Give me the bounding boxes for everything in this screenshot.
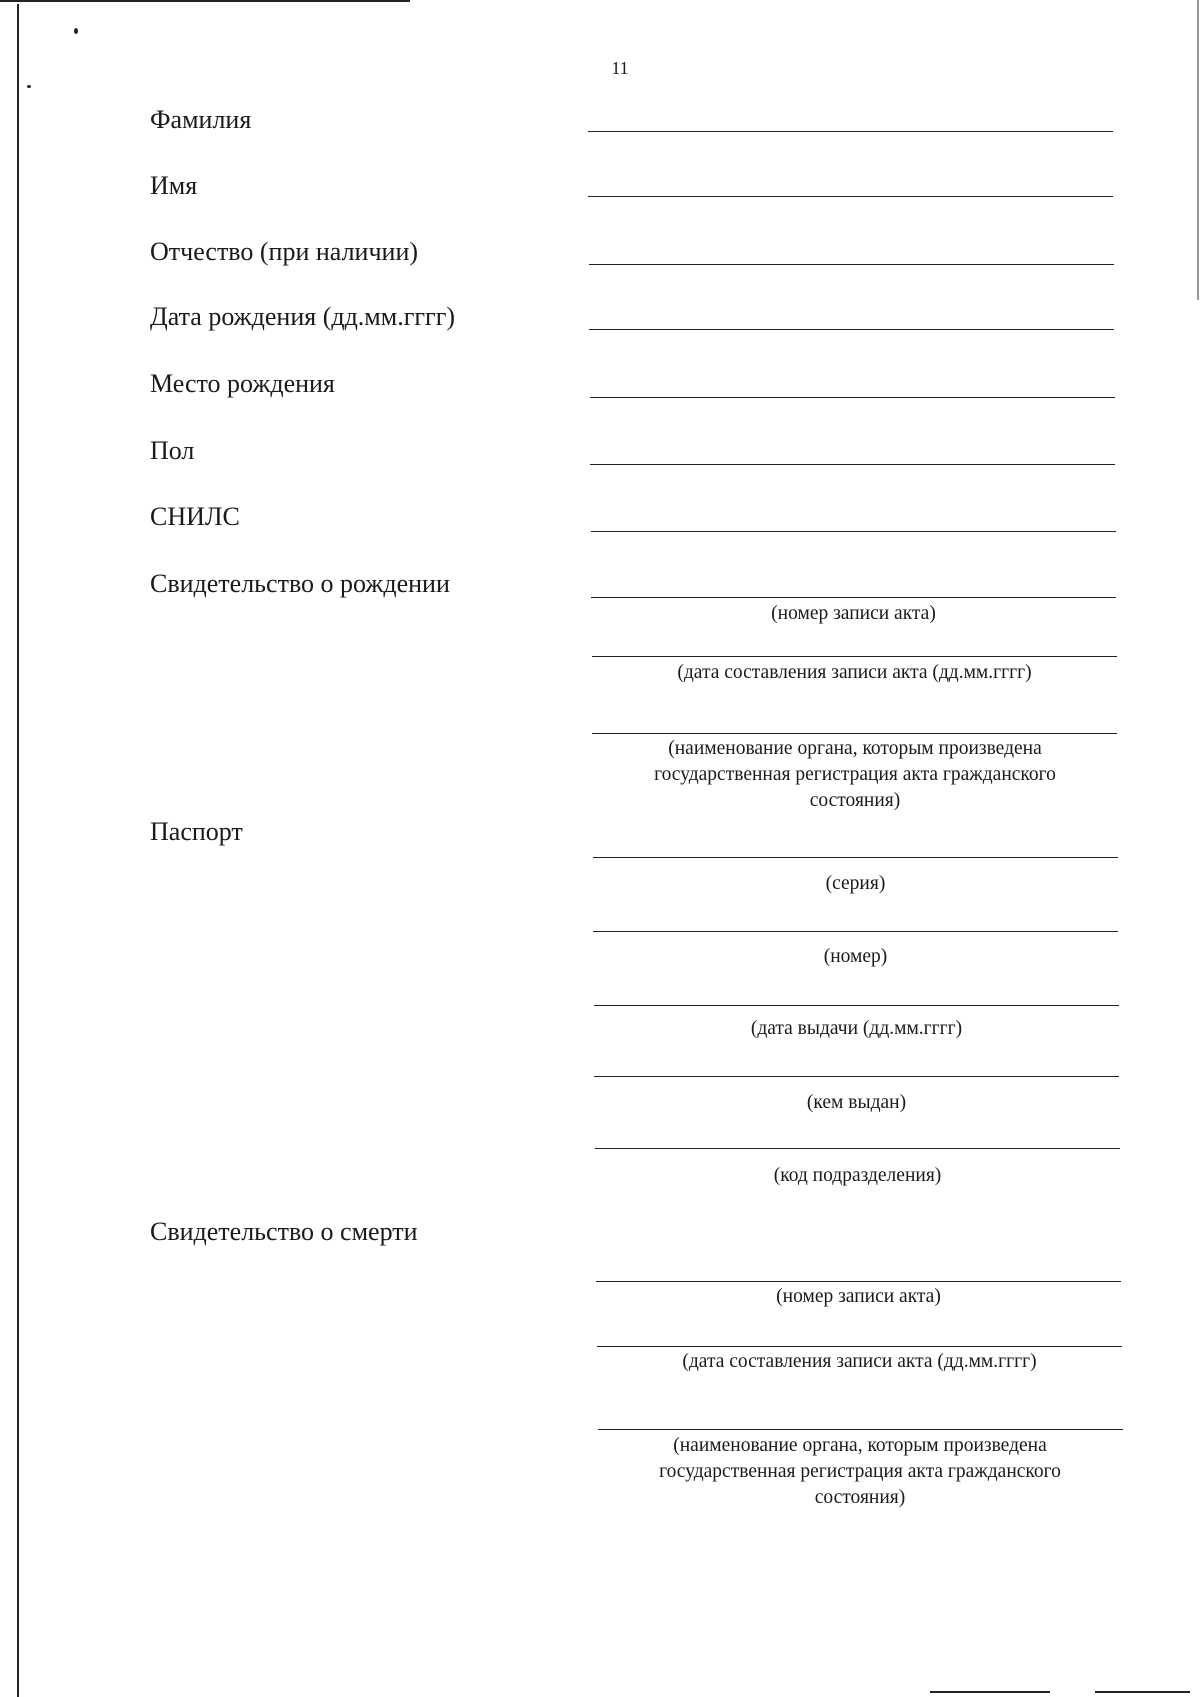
passport-issue-date-caption: (дата выдачи (дд.мм.гггг) xyxy=(750,1018,963,1039)
death-certificate-authority-field[interactable] xyxy=(598,1429,1123,1430)
sex-label: Пол xyxy=(150,436,195,465)
scan-speck xyxy=(27,85,31,88)
scan-edge-right xyxy=(1197,0,1199,300)
birth-certificate-record-date-field[interactable] xyxy=(592,656,1117,657)
name-field[interactable] xyxy=(588,196,1113,197)
birth-certificate-record-date-caption: (дата составления записи акта (дд.мм.гггг) xyxy=(677,662,1032,683)
scan-dash xyxy=(930,1691,1050,1693)
birth-certificate-authority-caption: (наименование органа, которым произведена государственная регистрация акта гражданского состояния) xyxy=(654,738,1056,811)
passport-issue-date-field[interactable] xyxy=(594,1005,1119,1006)
birth-place-label: Место рождения xyxy=(150,369,335,398)
snils-field[interactable] xyxy=(591,531,1116,532)
sex-field[interactable] xyxy=(590,464,1115,465)
passport-number-caption: (номер) xyxy=(823,946,888,967)
patronymic-field[interactable] xyxy=(589,264,1114,265)
surname-label: Фамилия xyxy=(150,105,252,134)
passport-series-caption: (серия) xyxy=(825,873,886,894)
passport-series-field[interactable] xyxy=(593,857,1118,858)
name-label: Имя xyxy=(150,171,198,200)
passport-division-code-field[interactable] xyxy=(595,1148,1120,1149)
page-number: 11 xyxy=(611,58,629,78)
birth-date-field[interactable] xyxy=(589,329,1114,330)
snils-label: СНИЛС xyxy=(150,502,240,531)
passport-issued-by-caption: (кем выдан) xyxy=(806,1092,907,1113)
scan-speck xyxy=(74,28,78,34)
birth-certificate-authority-field[interactable] xyxy=(592,733,1117,734)
death-certificate-record-number-caption: (номер записи акта) xyxy=(776,1286,941,1307)
patronymic-label: Отчество (при наличии) xyxy=(150,237,419,266)
death-certificate-label: Свидетельство о смерти xyxy=(150,1217,418,1246)
passport-label: Паспорт xyxy=(150,817,243,846)
passport-division-code-caption: (код подразделения) xyxy=(773,1165,942,1186)
birth-date-label: Дата рождения (дд.мм.гггг) xyxy=(150,302,456,331)
birth-certificate-record-number-field[interactable] xyxy=(591,597,1116,598)
death-certificate-record-date-field[interactable] xyxy=(597,1346,1122,1347)
death-certificate-authority-caption: (наименование органа, которым произведена государственная регистрация акта гражданского состояния) xyxy=(659,1435,1061,1508)
death-certificate-record-date-caption: (дата составления записи акта (дд.мм.гггг) xyxy=(682,1351,1037,1372)
birth-certificate-record-number-caption: (номер записи акта) xyxy=(771,603,936,624)
death-certificate-record-number-field[interactable] xyxy=(596,1281,1121,1282)
scan-edge-left xyxy=(17,4,19,1697)
birth-certificate-label: Свидетельство о рождении xyxy=(150,569,450,598)
birth-place-field[interactable] xyxy=(590,397,1115,398)
passport-issued-by-field[interactable] xyxy=(594,1076,1119,1077)
scan-dash xyxy=(1095,1691,1190,1693)
scan-edge-top xyxy=(0,0,410,2)
passport-number-field[interactable] xyxy=(593,931,1118,932)
surname-field[interactable] xyxy=(588,131,1113,132)
